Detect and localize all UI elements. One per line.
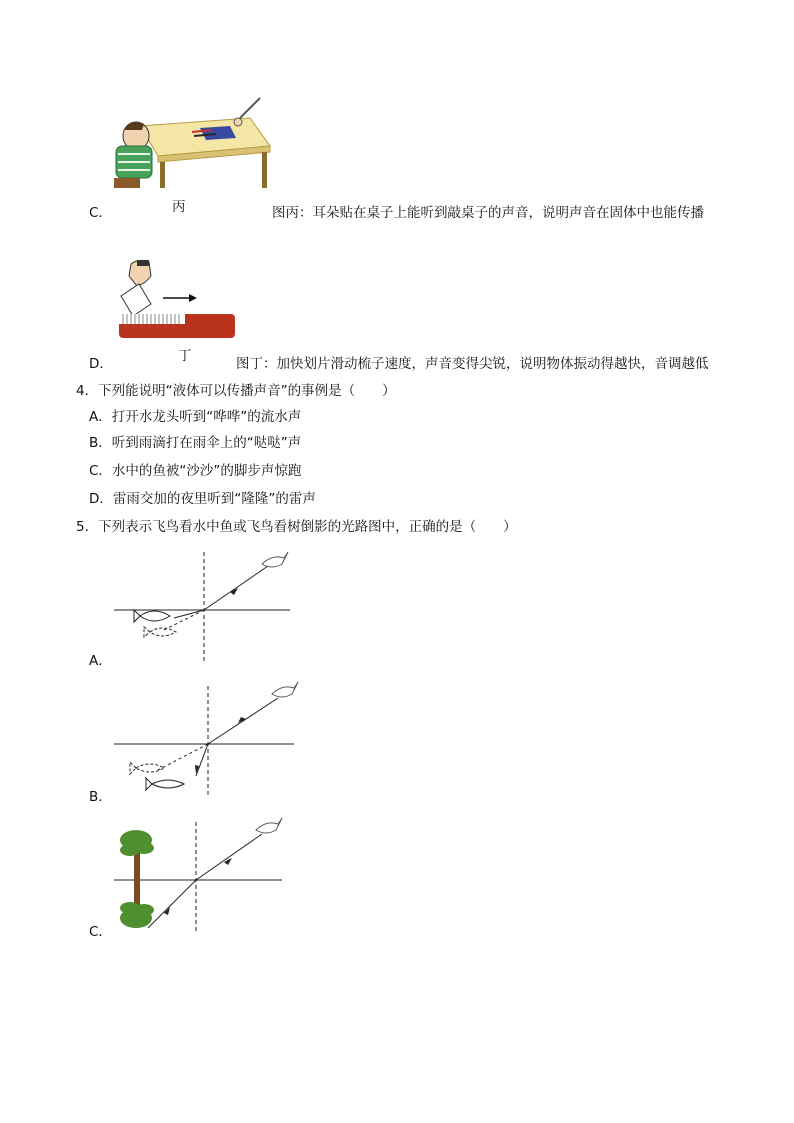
prev-option-d-text: 图丁：加快划片滑动梳子速度，声音变得尖锐，说明物体振动得越快，音调越低 xyxy=(236,356,709,372)
prev-option-d-letter: D． xyxy=(89,356,113,372)
q5-option-a[interactable]: A． xyxy=(89,653,112,669)
q5-option-b[interactable]: B． xyxy=(89,789,112,805)
q4-option-c[interactable]: C．水中的鱼被“沙沙”的脚步声惊跑 xyxy=(89,463,302,479)
optics-diagram-b xyxy=(112,682,302,800)
q5-option-c[interactable]: C． xyxy=(89,924,112,940)
prev-option-c-letter: C． xyxy=(89,205,112,221)
figure-ear-on-desk xyxy=(112,96,272,192)
optics-diagram-a xyxy=(112,548,297,666)
figure-label-bing: 丙 xyxy=(172,199,186,215)
q4-stem: 4．下列能说明“液体可以传播声音”的事例是（ ） xyxy=(76,383,396,399)
figure-comb xyxy=(115,258,237,344)
q4-option-d[interactable]: D．雷雨交加的夜里听到“隆隆”的雷声 xyxy=(89,491,316,507)
figure-label-ding: 丁 xyxy=(178,348,192,364)
q5-stem: 5．下列表示飞鸟看水中鱼或飞鸟看树倒影的光路图中，正确的是（ ） xyxy=(76,519,517,535)
prev-option-c-text: 图丙：耳朵贴在桌子上能听到敲桌子的声音，说明声音在固体中也能传播 xyxy=(272,205,704,221)
optics-diagram-c xyxy=(112,818,292,936)
q4-option-b[interactable]: B．听到雨滴打在雨伞上的“哒哒”声 xyxy=(89,435,302,451)
q4-option-a[interactable]: A．打开水龙头听到“哗哗”的流水声 xyxy=(89,409,302,425)
